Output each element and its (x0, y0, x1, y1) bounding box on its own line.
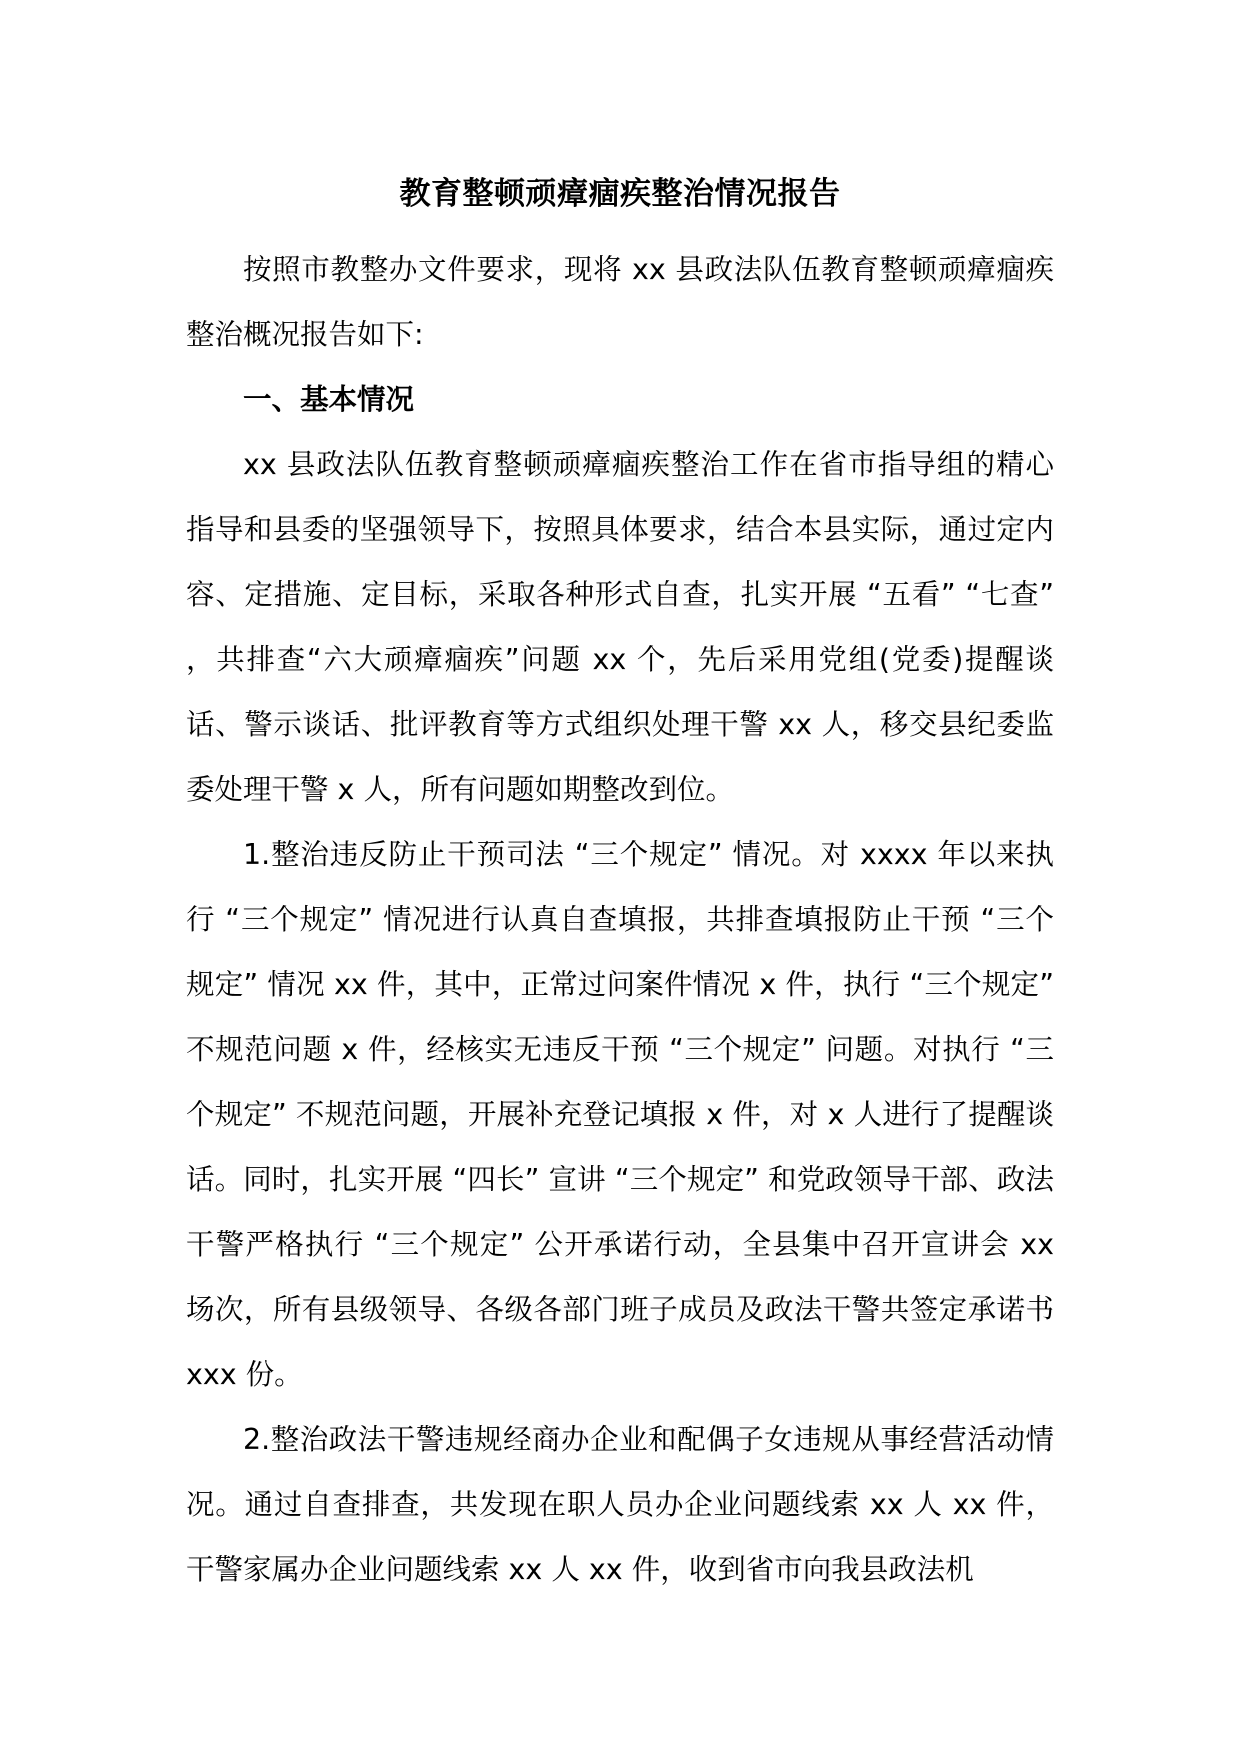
body-paragraph: 1.整治违反防止干预司法 “三个规定” 情况。对 xxxx 年以来执行 “三个规定” 情况进行认真自查填报，共排查填报防止干预 “三个规定” 情况 xx 件，其中，正常过问案件情况 x 件，执行 “三个规定” 不规范问题 x 件，经核实无违反干预 “三个规定” 问题。对执行 “三个规定” 不规范问题，开展补充登记填报 x 件，对 x 人进行了提醒谈话。同时，扎实开展 “四长” 宣讲 “三个规定” 和党政领导干部、政法干警严格执行 “三个规定” 公开承诺行动，全县集中召开宣讲会 xx 场次，所有县级领导、各级各部门班子成员及政法干警共签定承诺书 xxx 份。 (186, 838, 1054, 1391)
body-paragraph: xx 县政法队伍教育整顿顽瘴痼疾整治工作在省市指导组的精心指导和县委的坚强领导下，按照具体要求，结合本县实际，通过定内容、定措施、定目标，采取各种形式自查，扎实开展 “五看” “七查” ，共排查“六大顽瘴痼疾”问题 xx 个，先后采用党组(党委)提醒谈话、警示谈话、批评教育等方式组织处理干警 xx 人，移交县纪委监委处理干警 x 人，所有问题如期整改到位。 (186, 448, 1054, 806)
document-body (186, 237, 1054, 1602)
intro-paragraph: 按照市教整办文件要求，现将 xx 县政法队伍教育整顿顽瘴痼疾整治概况报告如下: (186, 253, 1054, 351)
document-title: 教育整顿顽瘴痼疾整治情况报告 (399, 176, 841, 212)
section-heading: 一、基本情况 (243, 383, 415, 416)
body-paragraph: 2.整治政法干警违规经商办企业和配偶子女违规从事经营活动情况。通过自查排查，共发现在职人员办企业问题线索 xx 人 xx 件，干警家属办企业问题线索 xx 人 xx 件，收到省市向我县政法机 (186, 1423, 1054, 1586)
